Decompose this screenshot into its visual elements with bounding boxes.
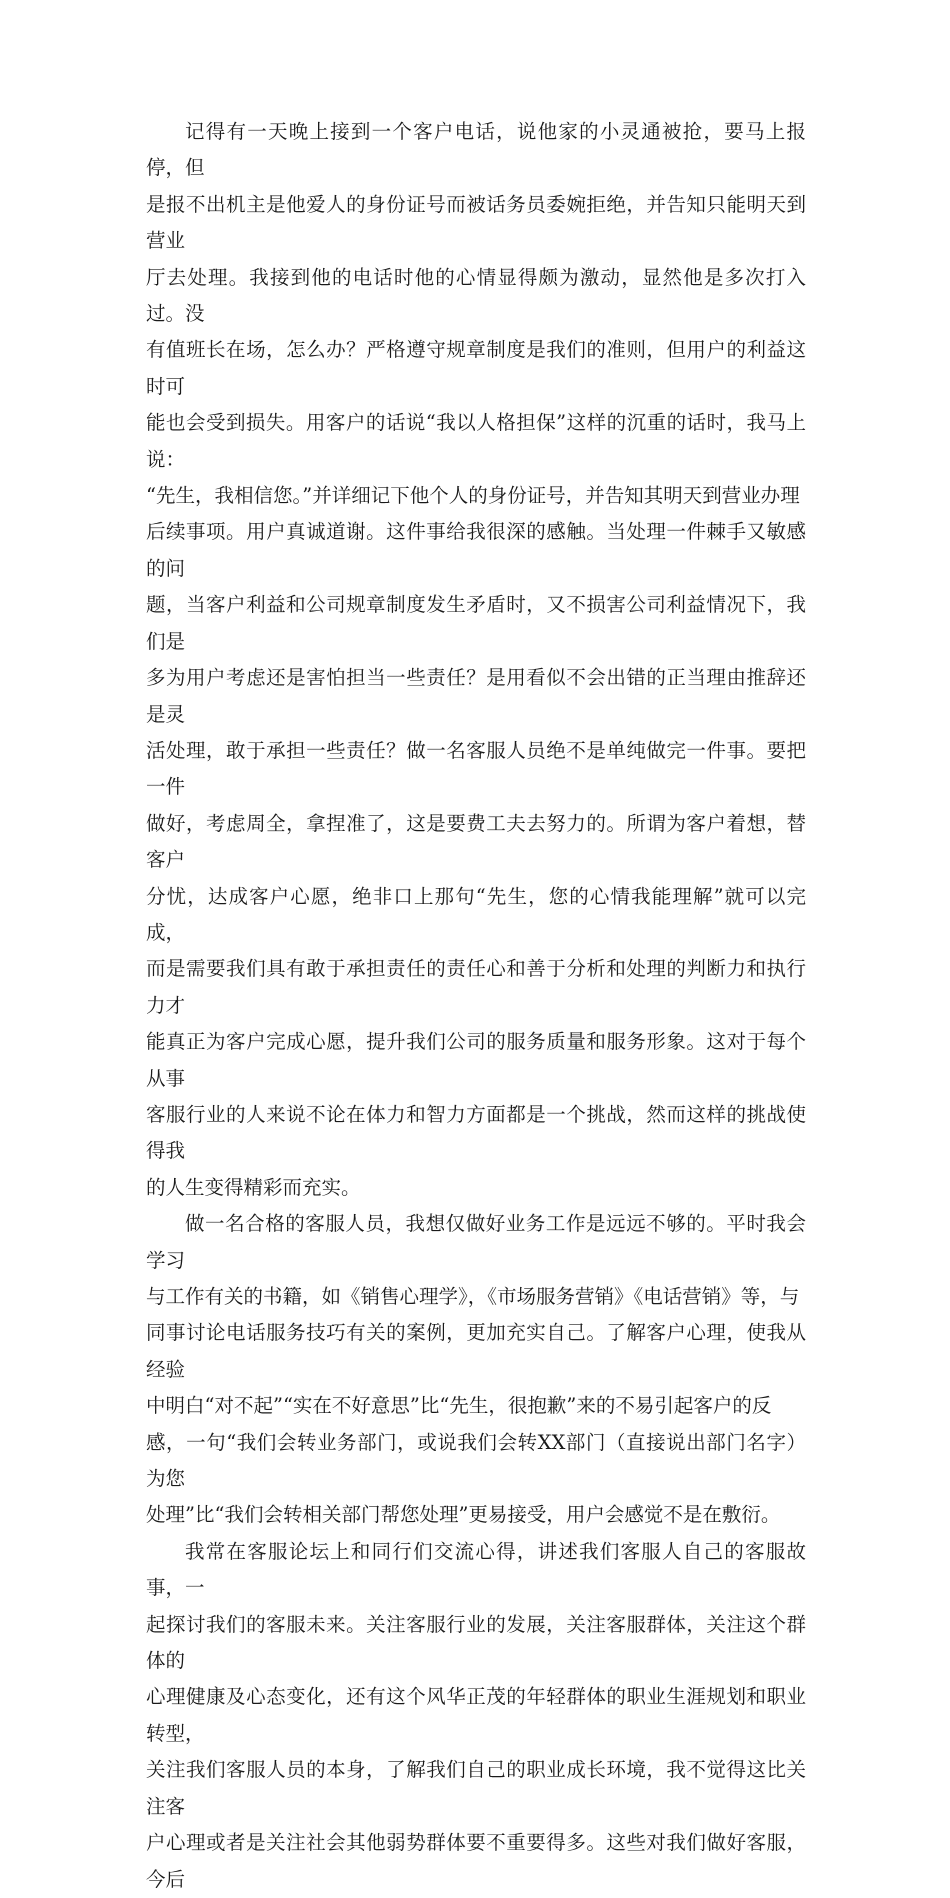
paragraph-2: 做一名合格的客服人员，我想仅做好业务工作是远远不够的。平时我会学习 与工作有关的书籍，如《销售心理学》，《市场服务营销》《电话营销》等，与 同事讨论电话服务技巧有关的案例，更加充实自己。了解客户心理，使我从经验 中明白“对不起”“实在不好意思”比“先生，很抱歉”来的不易引起客户的反 感，一句“我们会转业务部门，或说我们会转XX部门（直接说出部门名字）为您 处理”比“我们会转相关部门帮您处理”更易接受，用户会感觉不是在敷衍。	[146, 1212, 806, 1527]
document-body	[146, 114, 806, 1898]
paragraph-1: 记得有一天晚上接到一个客户电话，说他家的小灵通被抢，要马上报停，但 是报不出机主是他爱人的身份证号而被话务员委婉拒绝，并告知只能明天到营业 厅去处理。我接到他的电话时他的心情显得颇为激动，显然他是多次打入过。没 有值班长在场，怎么办？严格遵守规章制度是我们的准则，但用户的利益这时可 能也会受到损失。用客户的话说“我以人格担保”这样的沉重的话时，我马上说： “先生，我相信您。”并详细记下他个人的身份证号，并告知其明天到营业办理 后续事项。用户真诚道谢。这件事给我很深的感触。当处理一件棘手又敏感的问 题，当客户利益和公司规章制度发生矛盾时，又不损害公司利益情况下，我们是 多为用户考虑还是害怕担当一些责任？是用看似不会出错的正当理由推辞还是灵 活处理，敢于承担一些责任？做一名客服人员绝不是单纯做完一件事。要把一件 做好，考虑周全，拿捏准了，这是要费工夫去努力的。所谓为客户着想，替客户 分忧，达成客户心愿，绝非口上那句“先生，您的心情我能理解”就可以完成， 而是需要我们具有敢于承担责任的责任心和善于分析和处理的判断力和执行力才 能真正为客户完成心愿，提升我们公司的服务质量和服务形象。这对于每个从事 客服行业的人来说不论在体力和智力方面都是一个挑战，然而这样的挑战使得我 的人生变得精彩而充实。	[146, 120, 806, 1199]
paragraph-3: 我常在客服论坛上和同行们交流心得，讲述我们客服人自己的客服故事，一 起探讨我们的客服未来。关注客服行业的发展，关注客服群体，关注这个群体的 心理健康及心态变化，还有这个风华正茂的年轻群体的职业生涯规划和职业转型， 关注我们客服人员的本身，了解我们自己的职业成长环境，我不觉得这比关注客 户心理或者是关注社会其他弱势群体要不重要得多。这些对我们做好客服，今后	[146, 1539, 806, 1891]
